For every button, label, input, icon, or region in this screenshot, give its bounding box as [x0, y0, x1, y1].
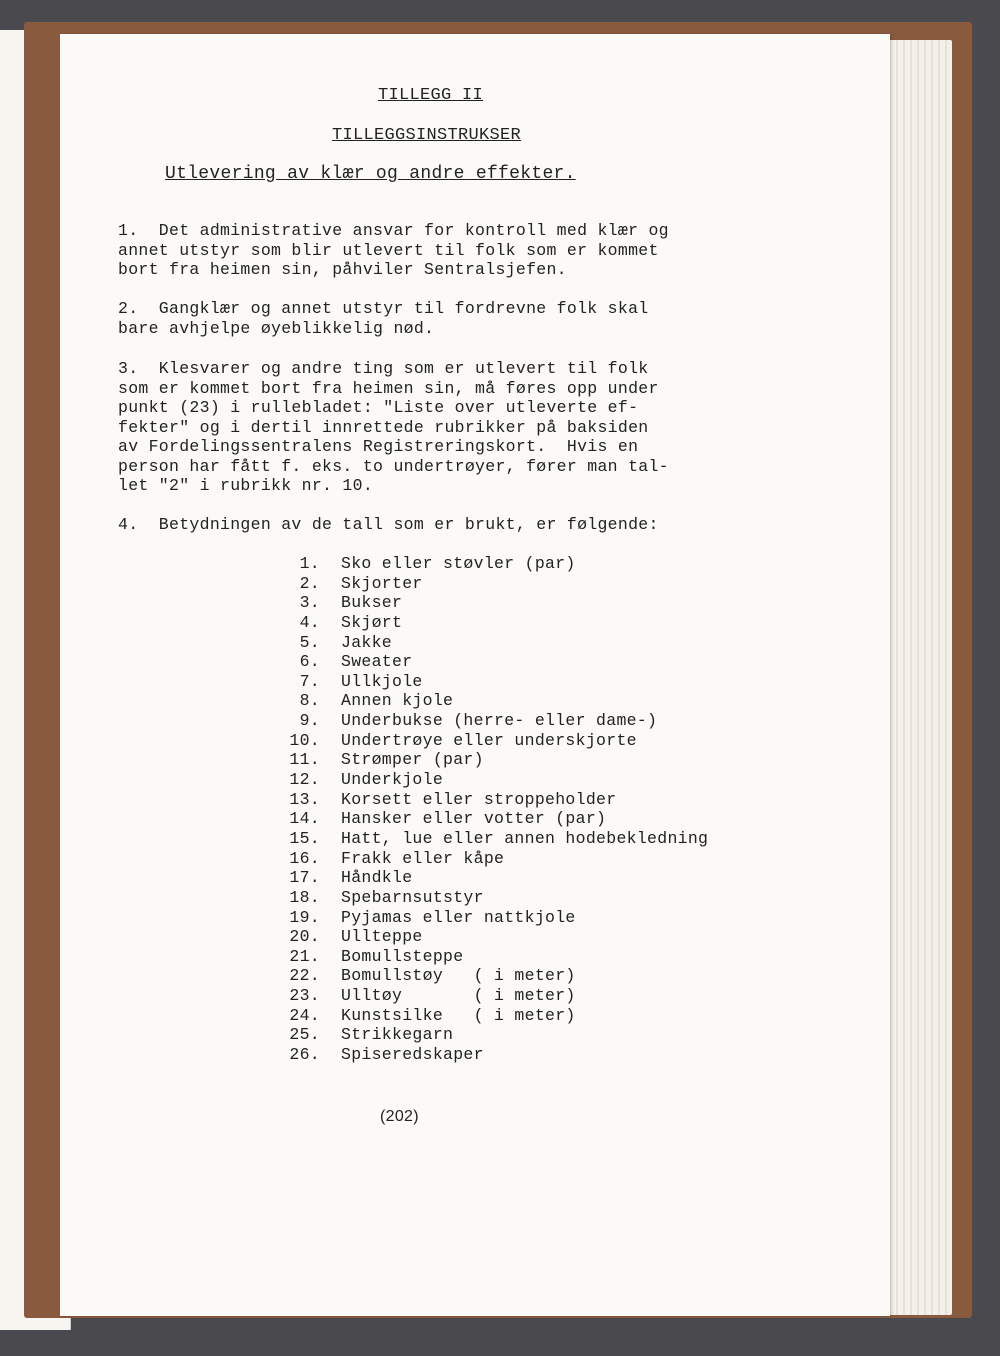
- list-item-number: 23.: [289, 986, 320, 1006]
- section-heading: Utlevering av klær og andre effekter.: [165, 164, 576, 184]
- list-item-number: 19.: [289, 907, 320, 927]
- list-item: [280, 908, 800, 928]
- paragraph-1: 1. Det administrative ansvar for kontroll med klær og annet utstyr som blir utlevert til folk som er kommet bort fra heimen sin, påhviler Sentralsjefen.: [118, 221, 669, 279]
- list-item-number: 4.: [299, 612, 320, 632]
- list-item-number: 21.: [289, 946, 320, 966]
- list-item: [280, 809, 800, 829]
- list-item-number: 20.: [289, 927, 320, 947]
- list-item: [280, 1045, 800, 1065]
- list-item-text: Ullkjole: [341, 671, 423, 691]
- list-item-number: 10.: [289, 730, 320, 750]
- list-item-number: 22.: [289, 966, 320, 986]
- document-subtitle: TILLEGGSINSTRUKSER: [332, 126, 522, 145]
- list-item-number: 16.: [289, 848, 320, 868]
- list-item-number: 18.: [289, 887, 320, 907]
- list-item-text: Ulltøy ( i meter): [341, 986, 576, 1006]
- list-item: [280, 750, 800, 770]
- list-item: [280, 986, 800, 1006]
- list-item: [280, 1006, 800, 1026]
- list-item-text: Spebarnsutstyr: [341, 887, 484, 907]
- list-item-number: 1.: [299, 554, 320, 573]
- list-item-text: Sweater: [341, 652, 413, 672]
- list-item-text: Korsett eller stroppeholder: [341, 789, 617, 809]
- list-item-number: 5.: [299, 632, 320, 652]
- list-item: [280, 966, 800, 986]
- list-item-text: Skjørt: [341, 612, 403, 632]
- list-item-text: Frakk eller kåpe: [341, 848, 505, 868]
- list-item-number: 24.: [289, 1005, 320, 1025]
- list-item-text: Pyjamas eller nattkjole: [341, 907, 576, 927]
- list-item-number: 12.: [289, 770, 320, 790]
- list-item-text: Bomullstøy ( i meter): [341, 966, 576, 986]
- item-code-list: [280, 554, 800, 1065]
- paragraph-2: 2. Gangklær og annet utstyr til fordrevne folk skal bare avhjelpe øyeblikkelig nød.: [118, 299, 649, 338]
- paragraph-4: 4. Betydningen av de tall som er brukt, er følgende:: [118, 515, 659, 534]
- list-item-number: 17.: [289, 868, 320, 888]
- list-item: [280, 652, 800, 672]
- list-item-text: Sko eller støvler (par): [341, 554, 576, 573]
- document-page: [60, 34, 890, 1316]
- list-item: [280, 1025, 800, 1045]
- list-item-text: Hatt, lue eller annen hodebekledning: [341, 828, 709, 848]
- list-item-text: Bukser: [341, 593, 403, 613]
- paragraph-3: 3. Klesvarer og andre ting som er utlevert til folk som er kommet bort fra heimen sin, må føres opp under punkt (23) i rullebladet: "Liste over utleverte ef- fekter" og i dertil innrettede rubrikker på baksiden av Fordelingssentralens Registreringskort. Hvis en person har fått f. eks. to undertrøyer, fører man tal- let "2" i rubrikk nr. 10.: [118, 359, 669, 495]
- list-item: [280, 849, 800, 869]
- list-item-number: 7.: [299, 671, 320, 691]
- list-item-text: Undertrøye eller underskjorte: [341, 730, 637, 750]
- list-item: [280, 829, 800, 849]
- list-item-number: 26.: [289, 1045, 320, 1065]
- list-item-text: Håndkle: [341, 868, 413, 888]
- list-item-number: 8.: [299, 691, 320, 711]
- list-item-text: Annen kjole: [341, 691, 454, 711]
- list-item: [280, 633, 800, 653]
- list-item: [280, 770, 800, 790]
- list-item: [280, 711, 800, 731]
- list-item: [280, 691, 800, 711]
- list-item: [280, 672, 800, 692]
- list-item-text: Strikkegarn: [341, 1025, 454, 1045]
- list-item: [280, 888, 800, 908]
- list-item-text: Hansker eller votter (par): [341, 809, 607, 829]
- list-item: [280, 927, 800, 947]
- list-item-number: 3.: [299, 593, 320, 613]
- list-item: [280, 593, 800, 613]
- list-item: [280, 731, 800, 751]
- list-item: [280, 790, 800, 810]
- list-item-text: Jakke: [341, 632, 393, 652]
- list-item-number: 13.: [289, 789, 320, 809]
- list-item-number: 2.: [299, 573, 320, 593]
- list-item: [280, 868, 800, 888]
- list-item-text: Ullteppe: [341, 927, 423, 947]
- list-item-number: 14.: [289, 809, 320, 829]
- document-title: TILLEGG II: [378, 86, 484, 105]
- list-item-text: Underbukse (herre- eller dame-): [341, 711, 658, 731]
- list-item-number: 9.: [299, 711, 320, 731]
- list-item-number: 15.: [289, 828, 320, 848]
- list-item: [280, 554, 800, 574]
- list-item-text: Spiseredskaper: [341, 1045, 484, 1065]
- list-item-number: 11.: [289, 750, 320, 770]
- page-number: (202): [380, 1108, 419, 1125]
- list-item-text: Bomullsteppe: [341, 946, 464, 966]
- list-item-text: Kunstsilke ( i meter): [341, 1005, 576, 1025]
- list-item-text: Strømper (par): [341, 750, 484, 770]
- list-item-text: Skjorter: [341, 573, 423, 593]
- list-item-number: 25.: [289, 1025, 320, 1045]
- list-item: [280, 574, 800, 594]
- list-item: [280, 613, 800, 633]
- list-item-number: 6.: [299, 652, 320, 672]
- list-item-text: Underkjole: [341, 770, 444, 790]
- list-item: [280, 947, 800, 967]
